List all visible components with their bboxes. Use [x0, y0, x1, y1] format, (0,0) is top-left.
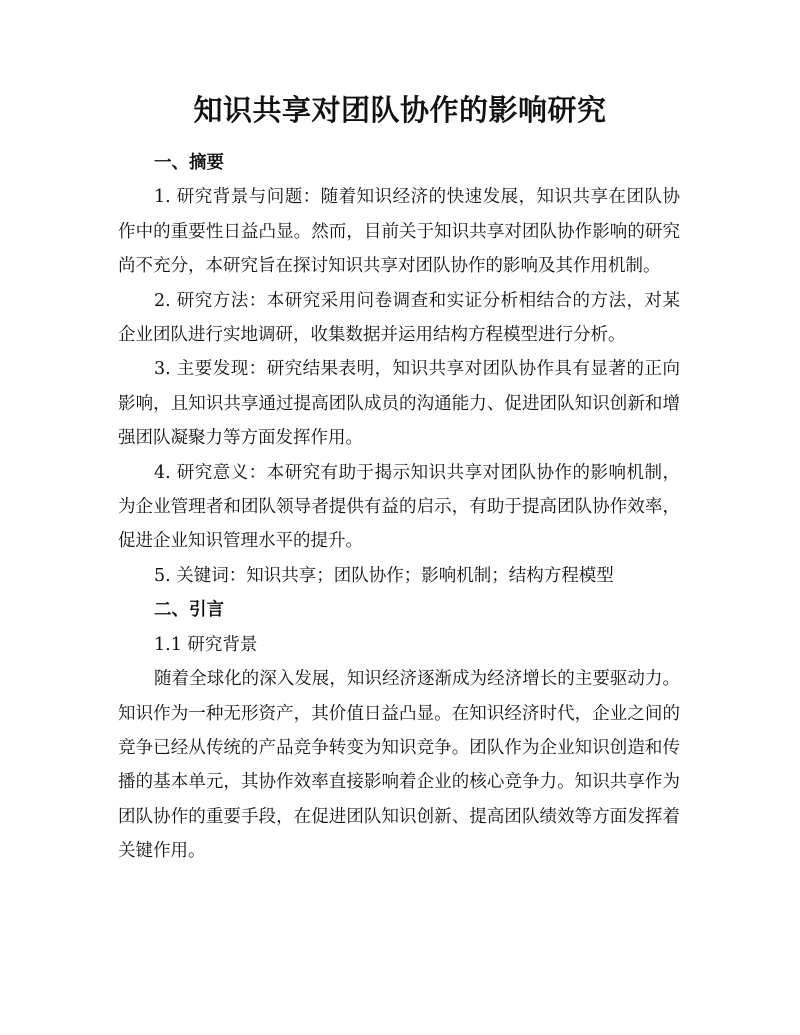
section-abstract	[118, 146, 680, 593]
section-heading-abstract: 一、摘要	[154, 153, 224, 173]
section-introduction	[118, 593, 680, 868]
abstract-paragraph-significance: 4. 研究意义：本研究有助于揭示知识共享对团队协作的影响机制，为企业管理者和团队领导者提供有益的启示，有助于提高团队协作效率，促进企业知识管理水平的提升。	[118, 462, 680, 552]
subsection-heading-background: 1.1 研究背景	[154, 634, 258, 655]
abstract-paragraph-findings: 3. 主要发现：研究结果表明，知识共享对团队协作具有显著的正向影响，且知识共享通过提高团队成员的沟通能力、促进团队知识创新和增强团队凝聚力等方面发挥作用。	[118, 359, 680, 449]
abstract-paragraph-method: 2. 研究方法：本研究采用问卷调查和实证分析相结合的方法，对某企业团队进行实地调研，收集数据并运用结构方程模型进行分析。	[118, 290, 680, 346]
abstract-paragraph-background: 1. 研究背景与问题：随着知识经济的快速发展，知识共享在团队协作中的重要性日益凸显。然而，目前关于知识共享对团队协作影响的研究尚不充分，本研究旨在探讨知识共享对团队协作的影响及其作用机制。	[118, 187, 680, 277]
introduction-paragraph: 随着全球化的深入发展，知识经济逐渐成为经济增长的主要驱动力。知识作为一种无形资产，其价值日益凸显。在知识经济时代，企业之间的竞争已经从传统的产品竞争转变为知识竞争。团队作为企业知识创造和传播的基本单元，其协作效率直接影响着企业的核心竞争力。知识共享作为团队协作的重要手段，在促进团队知识创新、提高团队绩效等方面发挥着关键作用。	[118, 669, 680, 862]
abstract-paragraph-keywords: 5. 关键词：知识共享；团队协作；影响机制；结构方程模型	[154, 565, 614, 586]
section-heading-introduction: 二、引言	[154, 600, 224, 621]
document-title: 知识共享对团队协作的影响研究	[193, 93, 607, 127]
document-body	[118, 146, 680, 869]
